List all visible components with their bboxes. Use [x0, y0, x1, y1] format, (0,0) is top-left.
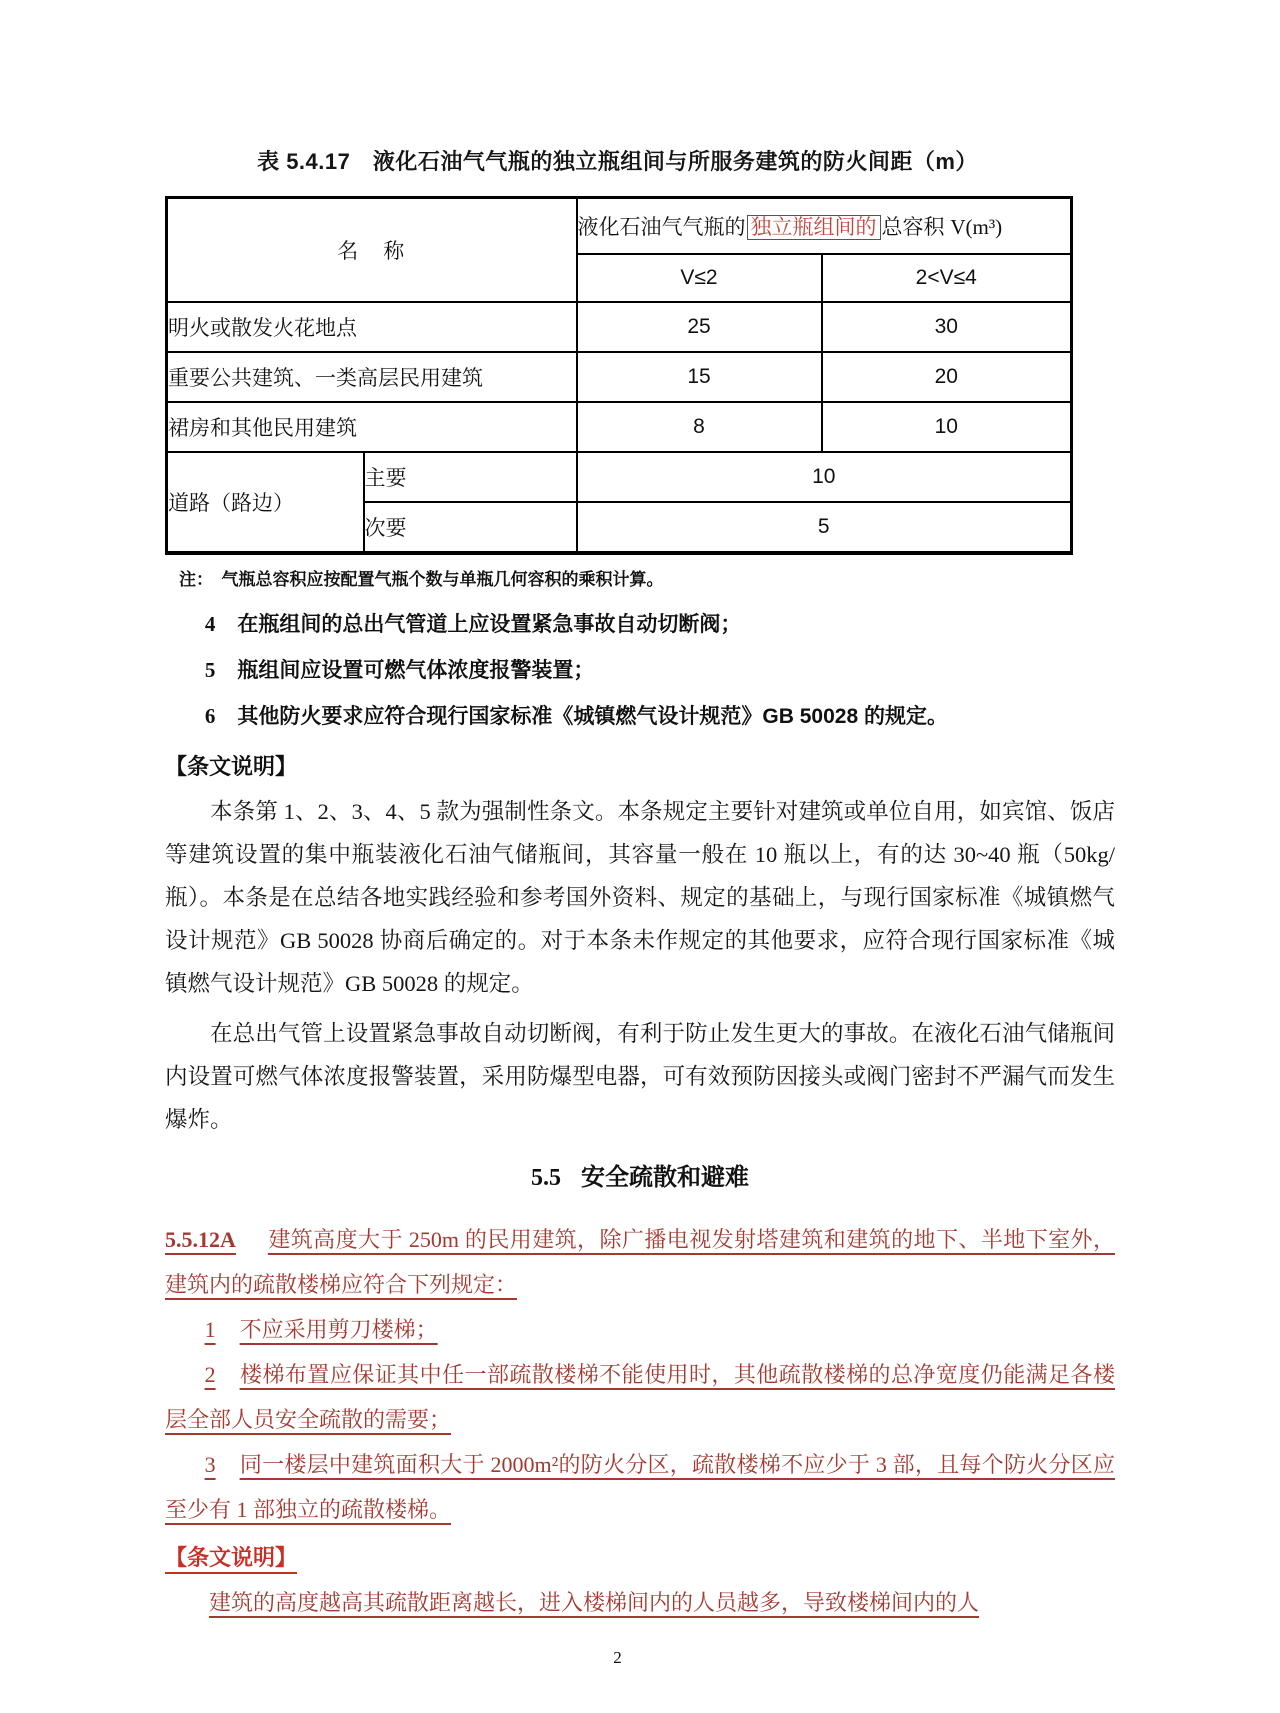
clause-item-number: 5 — [204, 658, 216, 682]
table-header-row-1 — [167, 198, 1072, 255]
header-col-v-le-2: V≤2 — [577, 254, 822, 302]
header-capacity-cell — [577, 198, 1072, 255]
clause-item-5 — [165, 657, 1115, 684]
row-value: 5 — [577, 502, 1072, 553]
table-row-road-main — [167, 452, 1072, 502]
table-row — [167, 402, 1072, 452]
header-capacity-suffix: 总容积 — [881, 216, 951, 239]
row-label-public-buildings: 重要公共建筑、一类高层民用建筑 — [167, 352, 577, 402]
red-item-1 — [165, 1307, 1115, 1352]
row-value: 10 — [822, 402, 1072, 452]
explanation-paragraph-2: 在总出气管上设置紧急事故自动切断阀，有利于防止发生更大的事故。在液化石油气储瓶间内设置可燃气体浓度报警装置，采用防爆型电器，可有效预防因接头或阀门密封不严漏气而发生爆炸。 — [165, 1021, 1115, 1132]
table-row — [167, 302, 1072, 352]
row-value: 25 — [577, 302, 822, 352]
fire-separation-table — [165, 196, 1073, 555]
red-item-text: 楼梯布置应保证其中任一部疏散楼梯不能使用时，其他疏散楼梯的总净宽度仍能满足各楼层全部人员安全疏散的需要； — [165, 1362, 1115, 1432]
row-label-open-flame: 明火或散发火花地点 — [167, 302, 577, 352]
red-item-2 — [165, 1352, 1115, 1442]
table-note: 注： 气瓶总容积应按配置气瓶个数与单瓶几何容积的乘积计算。 — [179, 570, 664, 589]
section-title: 安全疏散和避难 — [581, 1164, 749, 1191]
red-item-text: 同一楼层中建筑面积大于 2000m²的防火分区，疏散楼梯不应少于 3 部，且每个防火分区应至少有 1 部独立的疏散楼梯。 — [165, 1452, 1115, 1522]
section-number: 5.5 — [531, 1165, 561, 1191]
clause-item-4 — [165, 611, 1115, 638]
page-number: 2 — [613, 1648, 622, 1667]
clause-item-number: 6 — [204, 704, 216, 728]
row-value: 10 — [577, 452, 1072, 502]
red-item-3 — [165, 1442, 1115, 1532]
row-label-podium-buildings: 裙房和其他民用建筑 — [167, 402, 577, 452]
red-explanation-paragraph: 建筑的高度越高其疏散距离越长，进入楼梯间内的人员越多，导致楼梯间内的人 — [209, 1590, 980, 1615]
red-item-number: 1 — [204, 1317, 216, 1342]
red-clause-number: 5.5.12A — [165, 1227, 236, 1252]
red-item-text: 不应采用剪刀楼梯； — [239, 1317, 438, 1342]
row-label-road: 道路（路边） — [167, 452, 364, 553]
header-capacity-prefix: 液化石油气气瓶的 — [577, 216, 746, 239]
table-row — [167, 352, 1072, 402]
red-item-number: 2 — [204, 1362, 216, 1387]
explanation-label: 【条文说明】 — [165, 754, 298, 779]
header-name-cell: 名 称 — [167, 198, 577, 303]
clause-item-text: 在瓶组间的总出气管道上应设置紧急事故自动切断阀； — [237, 613, 742, 636]
row-value: 8 — [577, 402, 822, 452]
red-item-number: 3 — [204, 1452, 216, 1477]
content-area — [165, 146, 1115, 1625]
clause-item-text: 瓶组间应设置可燃气体浓度报警装置； — [237, 659, 595, 682]
header-col-2-lt-v-le-4: 2<V≤4 — [822, 254, 1072, 302]
row-sublabel-main: 主要 — [364, 452, 577, 502]
row-value: 15 — [577, 352, 822, 402]
red-clause-5-5-12A — [165, 1217, 1115, 1307]
section-heading — [165, 1162, 1115, 1194]
clause-item-text: 其他防火要求应符合现行国家标准《城镇燃气设计规范》GB 50028 的规定。 — [237, 705, 948, 728]
table-caption: 表 5.4.17 液化石油气气瓶的独立瓶组间与所服务建筑的防火间距（m） — [257, 149, 978, 174]
red-clause-text: 建筑高度大于 250m 的民用建筑，除广播电视发射塔建筑和建筑的地下、半地下室外，建筑内的疏散楼梯应符合下列规定： — [165, 1227, 1115, 1297]
header-capacity-boxed-revision: 独立瓶组间的 — [747, 215, 881, 240]
clause-item-number: 4 — [204, 612, 216, 636]
explanation-paragraph-1: 本条第 1、2、3、4、5 款为强制性条文。本条规定主要针对建筑或单位自用，如宾馆、饭店等建筑设置的集中瓶装液化石油气储瓶间，其容量一般在 10 瓶以上，有的达 30~40 瓶（50kg/瓶）。本条是在总结各地实践经验和参考国外资料、规定的基础上，与现行国家标准《城镇燃气设计规范》GB 50028 协商后确定的。对于本条未作规定的其他要求，应符合现行国家标准《城镇燃气设计规范》GB 50028 的规定。 — [165, 799, 1115, 996]
red-explanation-label: 【条文说明】 — [165, 1545, 298, 1570]
row-value: 30 — [822, 302, 1072, 352]
row-value: 20 — [822, 352, 1072, 402]
clause-item-6 — [165, 703, 1115, 730]
row-sublabel-secondary: 次要 — [364, 502, 577, 553]
header-capacity-volume-symbol: V(m³) — [950, 215, 1003, 239]
